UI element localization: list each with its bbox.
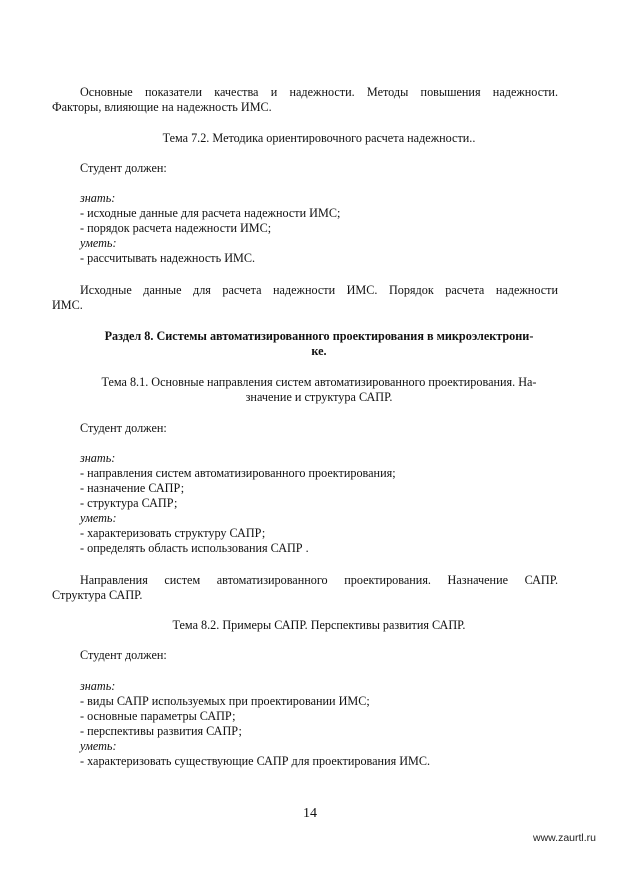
page-number: 14 (303, 806, 317, 821)
paragraph-line: ИМС. (52, 298, 83, 312)
paragraph-line: Исходные данные для расчета надежности ИМС. Порядок расчета надежности (80, 283, 558, 297)
paragraph-line: Направления систем автоматизированного проектирования. Назначение САПР. (80, 573, 558, 587)
topic-heading-line: значение и структура САПР. (245, 390, 393, 404)
section-heading-line: ке. (311, 344, 327, 358)
know-label: знать: (80, 191, 116, 205)
know-item: - основные параметры САПР; (80, 709, 236, 723)
know-item: - виды САПР используемых при проектировании ИМС; (80, 694, 370, 708)
know-item: - перспективы развития САПР; (80, 724, 242, 738)
paragraph-line: Факторы, влияющие на надежность ИМС. (52, 100, 272, 114)
topic-heading-7-2: Тема 7.2. Методика ориентировочного расчета надежности.. (162, 131, 476, 145)
requirements-block-7-2 (80, 191, 558, 266)
paragraph-reliability-indicators (52, 85, 558, 115)
section-heading-8 (80, 329, 558, 359)
can-item: - рассчитывать надежность ИМС. (80, 251, 256, 265)
know-item: - структура САПР; (80, 496, 178, 510)
know-label: знать: (80, 451, 116, 465)
know-item: - назначение САПР; (80, 481, 185, 495)
can-item: - характеризовать структуру САПР; (80, 526, 266, 540)
topic-heading-8-2: Тема 8.2. Примеры САПР. Перспективы развития САПР. (172, 618, 466, 632)
know-item: - порядок расчета надежности ИМС; (80, 221, 272, 235)
can-item: - характеризовать существующие САПР для проектирования ИМС. (80, 754, 431, 768)
requirements-block-8-2 (80, 679, 558, 769)
paragraph-cad-directions (52, 573, 558, 603)
student-must-label: Студент должен: (80, 161, 167, 175)
topic-heading-8-1 (80, 375, 558, 405)
paragraph-line: Структура САПР. (52, 588, 143, 602)
requirements-block-8-1 (80, 451, 558, 556)
can-label: уметь: (80, 511, 117, 525)
can-label: уметь: (80, 739, 117, 753)
know-label: знать: (80, 679, 116, 693)
know-item: - направления систем автоматизированного проектирования; (80, 466, 396, 480)
topic-heading-line: Тема 8.1. Основные направления систем автоматизированного проектирования. На- (101, 375, 537, 389)
site-watermark: www.zaurtl.ru (532, 832, 596, 844)
know-item: - исходные данные для расчета надежности ИМС; (80, 206, 341, 220)
paragraph-reliability-data (52, 283, 558, 313)
student-must-label: Студент должен: (80, 648, 167, 662)
section-heading-line: Раздел 8. Системы автоматизированного проектирования в микроэлектрони- (104, 329, 534, 343)
can-label: уметь: (80, 236, 117, 250)
can-item: - определять область использования САПР . (80, 541, 309, 555)
paragraph-line: Основные показатели качества и надежности. Методы повышения надежности. (80, 85, 558, 99)
student-must-label: Студент должен: (80, 421, 167, 435)
